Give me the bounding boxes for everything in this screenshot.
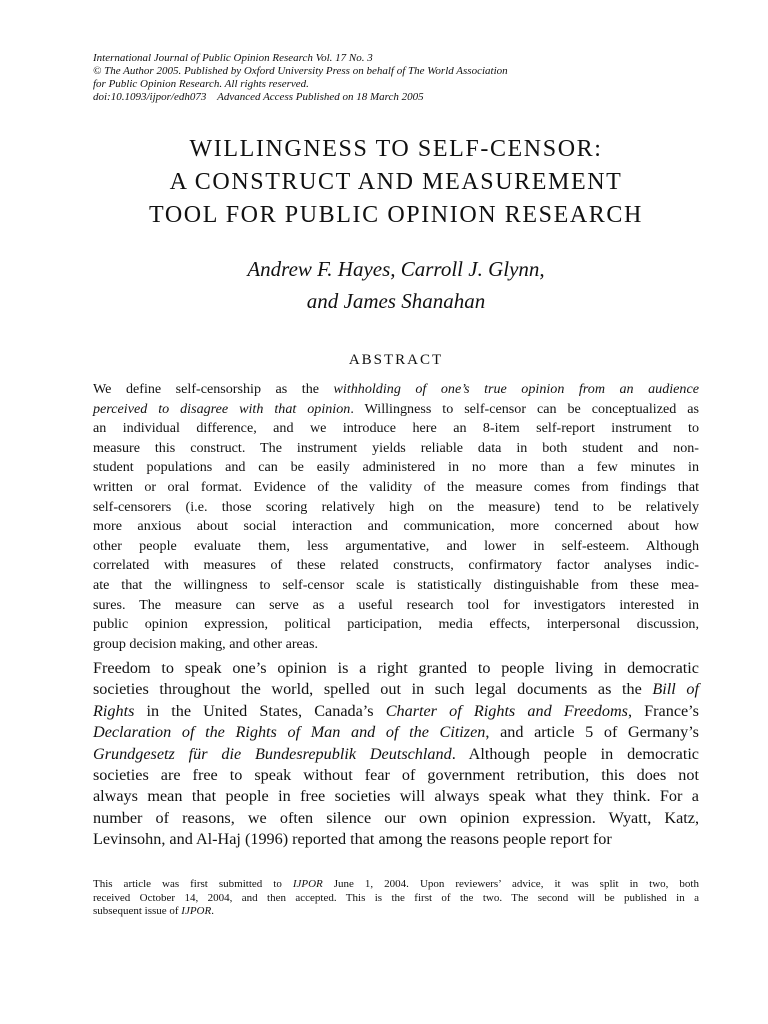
abstract-text	[93, 380, 699, 654]
article-title	[93, 133, 699, 232]
body-line	[93, 829, 699, 850]
body-italic-text: Rights	[93, 701, 135, 720]
body-line	[93, 808, 699, 829]
abstract-line	[93, 419, 699, 439]
body-line	[93, 744, 699, 765]
footnote	[93, 878, 699, 919]
copyright-line-cont: for Public Opinion Research. All rights reserved.	[93, 78, 309, 90]
abstract-line	[93, 615, 699, 635]
abstract-text: other people evaluate them, less argumentative, and lower in self-esteem. Although	[93, 537, 699, 554]
abstract-line	[93, 458, 699, 478]
abstract-text: group decision making, and other areas.	[93, 635, 319, 652]
body-line	[93, 679, 699, 700]
title-line-2: A CONSTRUCT AND MEASUREMENT	[169, 169, 623, 195]
abstract-text: . Willingness to self-censor can be conceptualized as	[350, 400, 699, 417]
copyright-line: © The Author 2005. Published by Oxford University Press on behalf of The World Association	[93, 65, 508, 77]
doi-line: doi:10.1093/ijpor/edh073 Advanced Access Published on 18 March 2005	[93, 91, 424, 103]
authors-line-2: and James Shanahan	[306, 289, 486, 313]
body-line	[93, 658, 699, 679]
body-text: societies are free to speak without fear of government retribution, this does not	[93, 766, 699, 785]
abstract-line	[93, 517, 699, 537]
footnote-line	[93, 878, 699, 892]
footnote-italic-text: IJPOR	[181, 905, 212, 918]
body-text: Freedom to speak one’s opinion is a right granted to people living in democratic	[93, 659, 699, 677]
abstract-line	[93, 576, 699, 596]
abstract-line	[93, 537, 699, 557]
abstract-italic-text: perceived to disagree with that opinion	[93, 400, 351, 417]
abstract-line	[93, 556, 699, 576]
body-text: societies throughout the world, spelled out in such legal documents as the	[93, 680, 653, 699]
footnote-line	[93, 905, 699, 919]
author-list	[93, 253, 699, 317]
body-text: . Although people in democratic	[451, 744, 699, 763]
abstract-text: student populations and can be easily administered in no more than a few minutes in	[93, 459, 699, 476]
abstract-line	[93, 635, 699, 655]
abstract-line	[93, 596, 699, 616]
abstract-text: more anxious about social interaction and communication, more concerned about how	[93, 518, 699, 535]
body-line	[93, 765, 699, 786]
body-italic-text: Charter of Rights and Freedoms	[385, 701, 628, 720]
abstract-text: self-censorers (i.e. those scoring relatively high on the measure) tend to be relatively	[93, 498, 699, 515]
footnote-text: .	[211, 905, 214, 918]
abstract-text: sures. The measure can serve as a useful research tool for investigators interested in	[93, 596, 699, 613]
abstract-text: public opinion expression, political participation, media effects, interpersonal discussion,	[93, 616, 699, 633]
abstract-heading: ABSTRACT	[348, 352, 444, 368]
body-italic-text: Declaration of the Rights of Man and of the Citizen	[93, 723, 486, 742]
body-italic-text: Bill of	[652, 680, 699, 699]
journal-header	[93, 52, 699, 104]
footnote-text: This article was first submitted to	[93, 878, 293, 890]
body-text: always mean that people in free societies will always speak what they think. For a	[93, 787, 699, 806]
abstract-italic-text: withholding of one’s true opinion from an audience	[333, 381, 699, 397]
abstract-line	[93, 478, 699, 498]
footnote-text: received October 14, 2004, and then accepted. This is the first of the two. The second will be published in a	[93, 891, 699, 904]
footnote-text: June 1, 2004. Upon reviewers’ advice, it was split in two, both	[322, 878, 699, 890]
abstract-line	[93, 439, 699, 459]
abstract-text: measure this construct. The instrument yields reliable data in both student and non-	[93, 439, 699, 456]
body-text: number of reasons, we often silence our own opinion expression. Wyatt, Katz,	[93, 808, 699, 827]
footnote-italic-text: IJPOR	[292, 878, 323, 890]
abstract-line	[93, 380, 699, 400]
authors-line-1: Andrew F. Hayes, Carroll J. Glynn,	[247, 257, 545, 281]
journal-citation: International Journal of Public Opinion Research Vol. 17 No. 3	[93, 52, 373, 64]
title-line-3: TOOL FOR PUBLIC OPINION RESEARCH	[149, 202, 643, 228]
body-text: , and article 5 of Germany’s	[485, 723, 699, 742]
abstract-line	[93, 498, 699, 518]
abstract-text: correlated with measures of these related constructs, confirmatory factor analyses indic-	[93, 557, 699, 574]
body-text: Levinsohn, and Al-Haj (1996) reported that among the reasons people report for	[93, 830, 612, 849]
body-line	[93, 722, 699, 743]
footnote-line	[93, 892, 699, 906]
abstract-text: written or oral format. Evidence of the validity of the measure comes from findings that	[93, 478, 699, 495]
abstract-text: an individual difference, and we introduce here an 8-item self-report instrument to	[93, 420, 699, 437]
abstract-text: ate that the willingness to self-censor scale is statistically distinguishable from these mea-	[93, 576, 699, 593]
body-paragraph	[93, 658, 699, 851]
body-text: , France’s	[627, 701, 699, 720]
abstract-line	[93, 400, 699, 420]
footnote-text: subsequent issue of	[93, 905, 182, 918]
body-line	[93, 701, 699, 722]
body-line	[93, 786, 699, 807]
body-text: in the United States, Canada’s	[134, 701, 386, 720]
body-italic-text: Grundgesetz für die Bundesrepublik Deutschland	[93, 744, 452, 763]
title-line-1: WILLINGNESS TO SELF-CENSOR:	[189, 136, 603, 162]
abstract-text: We define self-censorship as the	[93, 381, 334, 397]
